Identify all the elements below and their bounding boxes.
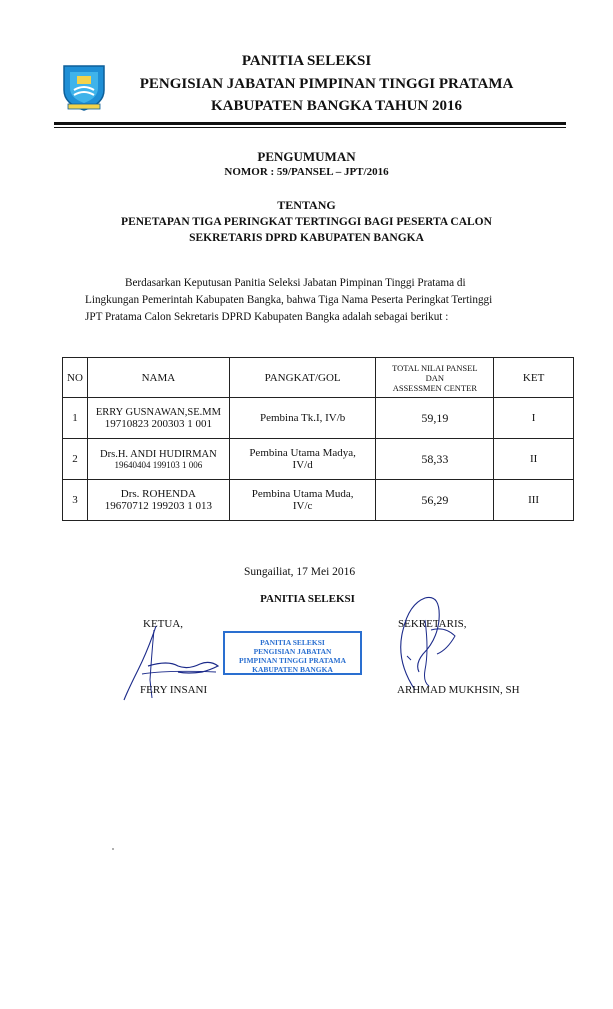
stamp-line: PENGISIAN JABATAN	[253, 647, 332, 656]
cell-rank	[229, 480, 376, 521]
cell-score: 59,19	[376, 398, 494, 439]
committee-label: PANITIA SELEKSI	[260, 593, 355, 605]
cell-name	[87, 480, 229, 521]
table-header-row	[63, 358, 574, 398]
rank-line1: Pembina Tk.I, IV/b	[259, 412, 346, 424]
header-no: NO	[63, 358, 88, 398]
candidate-nip: 19640404 199103 1 006	[114, 459, 203, 470]
candidate-nip: 19670712 199203 1 013	[104, 500, 212, 512]
secretary-label: SEKRETARIS,	[398, 618, 467, 630]
header-region-year: KABUPATEN BANGKA TAHUN 2016	[211, 98, 462, 114]
header-total-line1: TOTAL NILAI PANSEL	[392, 362, 478, 373]
stamp-line: PIMPINAN TINGGI PRATAMA	[238, 656, 347, 665]
rank-line1: Pembina Utama Madya,	[249, 447, 356, 459]
cell-name	[87, 398, 229, 439]
chair-label: KETUA,	[143, 618, 184, 630]
candidate-name: Drs. ROHENDA	[120, 488, 196, 500]
cell-no: 2	[63, 439, 88, 480]
header-title: PENGISIAN JABATAN PIMPINAN TINGGI PRATAMA	[139, 76, 514, 92]
body-paragraph	[85, 275, 540, 326]
rank-line2: IV/c	[292, 500, 313, 512]
announcement-subject-line1: PENETAPAN TIGA PERINGKAT TERTINGGI BAGI PESERTA CALON	[121, 216, 492, 228]
secretary-name: ARHMAD MUKHSIN, SH	[397, 684, 520, 696]
candidate-nip: 19710823 200303 1 001	[104, 417, 212, 430]
cell-rank	[229, 398, 376, 439]
stamp-line: PANITIA SELEKSI	[260, 638, 325, 647]
stamp-line: KABUPATEN BANGKA	[252, 665, 333, 674]
rank-line2: IV/d	[292, 459, 313, 471]
candidate-name: Drs.H. ANDI HUDIRMAN	[100, 448, 217, 460]
place-date: Sungailiat, 17 Mei 2016	[244, 566, 356, 578]
cell-ket: I	[494, 398, 574, 439]
cell-score: 58,33	[376, 439, 494, 480]
paragraph-line: Lingkungan Pemerintah Kabupaten Bangka, bahwa Tiga Nama Peserta Peringkat Tertinggi	[85, 294, 493, 306]
table-row	[63, 398, 574, 439]
announcement-number: NOMOR : 59/PANSEL – JPT/2016	[224, 166, 389, 178]
cell-no: 1	[63, 398, 88, 439]
scan-speck	[112, 848, 114, 850]
header-total-score	[376, 358, 494, 398]
header-ket: KET	[494, 358, 574, 398]
announcement-about: TENTANG	[277, 198, 336, 212]
header-total-line2: DAN	[425, 372, 445, 383]
cell-ket: II	[494, 439, 574, 480]
announcement-title: PENGUMUMAN	[257, 149, 356, 164]
announcement-subject-line2: SEKRETARIS DPRD KABUPATEN BANGKA	[189, 232, 424, 244]
official-stamp	[223, 631, 362, 675]
candidate-name: ERRY GUSNAWAN,SE.MM	[95, 406, 221, 418]
ranking-table	[62, 357, 574, 521]
table-row	[63, 480, 574, 521]
cell-name	[87, 439, 229, 480]
header-rank: PANGKAT/GOL	[229, 358, 376, 398]
cell-rank	[229, 439, 376, 480]
header-committee: PANITIA SELEKSI	[241, 53, 372, 69]
header-rule-thin	[54, 127, 566, 128]
paragraph-line: JPT Pratama Calon Sekretaris DPRD Kabupaten Bangka adalah sebagai berikut :	[85, 311, 449, 323]
cell-no: 3	[63, 480, 88, 521]
header-rule-thick	[54, 122, 566, 125]
chair-name: FERY INSANI	[140, 684, 208, 696]
rank-line1: Pembina Utama Muda,	[251, 488, 354, 500]
header-total-line3: ASSESSMEN CENTER	[392, 382, 477, 393]
cell-score: 56,29	[376, 480, 494, 521]
table-row	[63, 439, 574, 480]
secretary-signature-icon	[385, 590, 465, 695]
cell-ket: III	[494, 480, 574, 521]
paragraph-line: Berdasarkan Keputusan Panitia Seleksi Jabatan Pimpinan Tinggi Pratama di	[125, 277, 466, 289]
header-name: NAMA	[87, 358, 229, 398]
